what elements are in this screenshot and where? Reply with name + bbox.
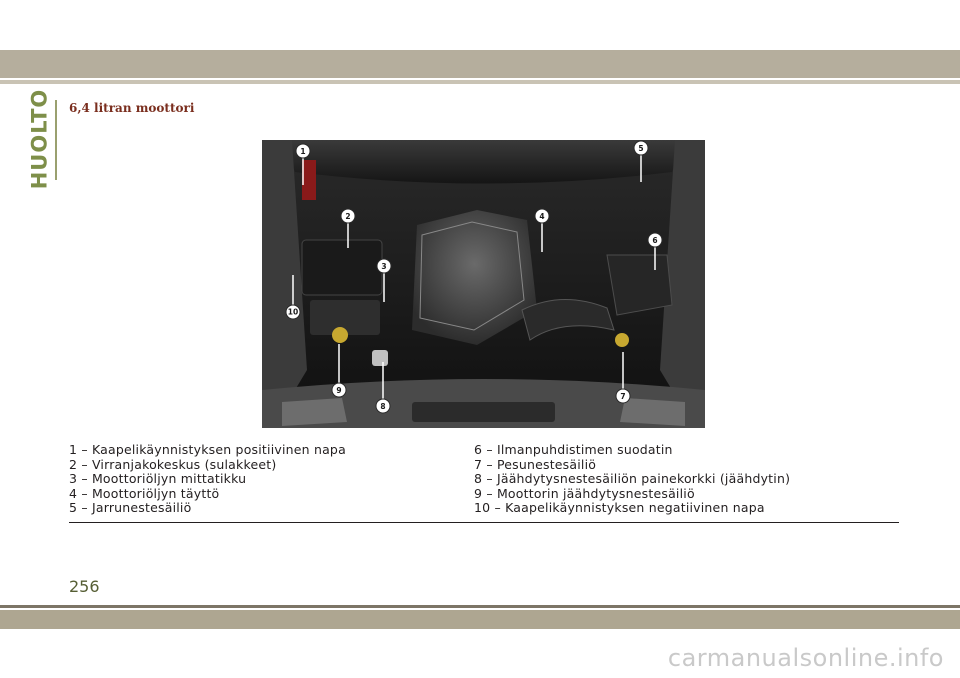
legend-item: 4 – Moottoriöljyn täyttö bbox=[69, 485, 220, 501]
page-number: 256 bbox=[69, 577, 100, 596]
legend-item: 9 – Moottorin jäähdytysnestesäiliö bbox=[474, 485, 695, 501]
svg-text:7: 7 bbox=[620, 392, 626, 401]
svg-text:8: 8 bbox=[380, 402, 386, 411]
svg-text:4: 4 bbox=[539, 212, 545, 221]
legend-item: 2 – Virranjakokeskus (sulakkeet) bbox=[69, 456, 277, 472]
chapter-tab bbox=[26, 88, 52, 190]
svg-text:2: 2 bbox=[345, 212, 351, 221]
legend-column-left bbox=[69, 443, 474, 516]
section-title: 6,4 litran moottori bbox=[69, 101, 195, 115]
chapter-tab-rule bbox=[55, 100, 57, 180]
legend-item: 3 – Moottoriöljyn mittatikku bbox=[69, 471, 247, 487]
header-band bbox=[0, 50, 960, 78]
engine-bay-image bbox=[262, 140, 705, 428]
svg-text:3: 3 bbox=[381, 262, 387, 271]
watermark: carmanualsonline.info bbox=[667, 644, 944, 672]
svg-text:9: 9 bbox=[336, 386, 342, 395]
legend-column-right bbox=[474, 443, 790, 516]
legend-divider bbox=[69, 522, 899, 523]
svg-text:5: 5 bbox=[638, 144, 644, 153]
svg-text:6: 6 bbox=[652, 236, 658, 245]
header-band-line bbox=[0, 80, 960, 84]
legend-item: 1 – Kaapelikäynnistyksen positiivinen napa bbox=[69, 442, 346, 457]
figure-legend bbox=[69, 443, 899, 516]
legend-item: 7 – Pesunestesäiliö bbox=[474, 456, 597, 472]
svg-text:10: 10 bbox=[287, 307, 299, 317]
legend-item: 8 – Jäähdytysnestesäiliön painekorkki (jäähdytin) bbox=[474, 471, 791, 487]
legend-item: 5 – Jarrunestesäiliö bbox=[69, 500, 192, 516]
footer-band bbox=[0, 610, 960, 629]
chapter-tab-label: HUOLTO bbox=[27, 88, 51, 190]
legend-item: 6 – Ilmanpuhdistimen suodatin bbox=[474, 442, 673, 457]
footer-band-line bbox=[0, 605, 960, 608]
legend-item: 10 – Kaapelikäynnistyksen negatiivinen napa bbox=[474, 500, 765, 516]
svg-text:1: 1 bbox=[300, 147, 306, 156]
engine-bay-illustration bbox=[262, 140, 705, 428]
